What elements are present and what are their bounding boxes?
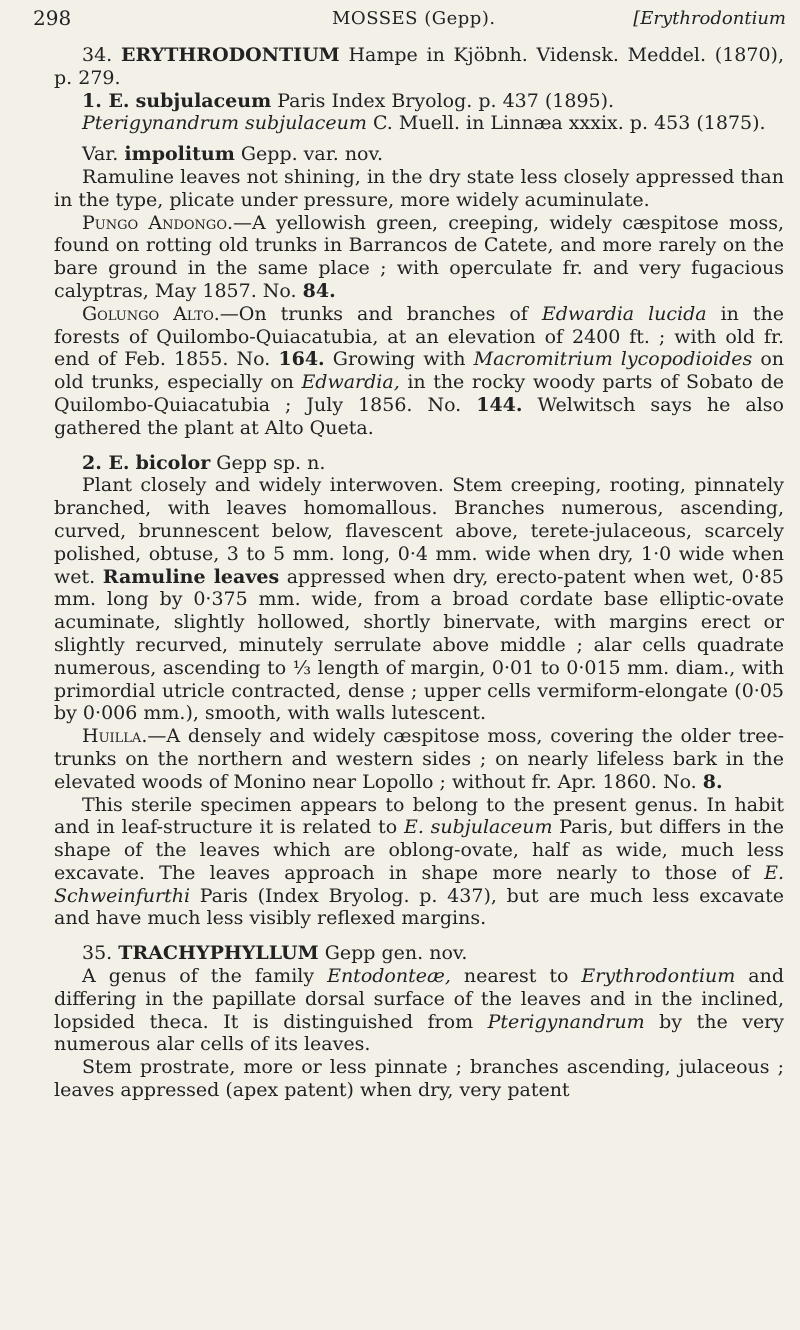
description-text: appressed when dry, erecto-patent when wet, 0·85 mm. long by 0·375 mm. wide, from a broad cordate base elliptic-ovate acuminate, slightly hollowed, shortly binervate, with margins erect or slightly recurved, minutely serrulate above middle ; alar cells quadrate numerous, ascending to ⅓ length of margin, 0·01 to 0·015 mm. diam., with primordial utricle contracted, dense ; upper cells vermiform-elongate (0·05 by 0·006 mm.), smooth, with walls lutescent.: [54, 565, 784, 725]
specimen-number: 84.: [302, 279, 336, 302]
genus-name: TRACHYPHYLLUM: [118, 942, 319, 965]
taxon-name: Edwardia,: [301, 371, 400, 394]
genus-text: nearest to: [463, 965, 569, 988]
taxon-name: Erythrodontium: [581, 965, 736, 988]
species-number: 2. E.: [82, 451, 130, 474]
page-number: 298: [33, 6, 72, 30]
note-text: This sterile specimen appears to belong to the present genus. In habit and in leaf-structure it is related to: [54, 793, 784, 839]
note-text: Paris (Index Bryolog. p. 437), but are much less excavate and have much less visibly reflexed margins.: [54, 884, 784, 930]
taxon-name: E. subjulaceum: [403, 816, 553, 839]
locality-text: in the rocky woody parts of Sobato de Quilombo-Quiacatubia ; July 1856. No.: [54, 371, 784, 416]
genus-text: by the very numerous alar cells of its leaves.: [54, 1010, 784, 1056]
species-heading-subjulaceum: [54, 90, 784, 113]
page-header: [0, 6, 800, 40]
genus-number: 34.: [82, 44, 113, 66]
variety-heading: [54, 143, 784, 166]
taxon-name: Pterigynandrum: [487, 1010, 645, 1033]
locality-pungo-andongo: [54, 212, 784, 303]
locality-text: Welwitsch says he also gathered the plant at Alto Queta.: [54, 393, 784, 439]
locality-text: Growing with: [332, 348, 466, 371]
locality-text: on old trunks, especially on: [54, 348, 785, 394]
genus-citation: Hampe in Kjöbnh. Vidensk. Meddel. (1870), p. 279.: [54, 44, 784, 89]
synonym-citation: C. Muell. in Linnæa xxxix. p. 453 (1875).: [372, 112, 766, 135]
locality-text: —A densely and widely cæspitose moss, covering the older tree-trunks on the northern and western sides ; on nearly lifeless bark in the elevated woods of Monino near Lopollo ; without fr. Apr. 1860. No.: [54, 725, 784, 793]
variety-name: impolitum: [124, 143, 235, 166]
taxon-name: Macromitrium lycopodioides: [473, 348, 753, 371]
specimen-number: 8.: [702, 770, 723, 793]
locality-text: —A yellowish green, creeping, widely cæspitose moss, found on rotting old trunks in Barrancos de Catete, and more rarely on the bare ground in the same place ; with operculate fr. and very fugacious calyptras, May 1857. No.: [54, 211, 784, 302]
genus-text: and differing in the papillate dorsal surface of the leaves and in the inclined, lopsided theca. It is distinguished from: [54, 965, 785, 1033]
taxon-name: Edwardia lucida: [541, 302, 707, 325]
species-description: [54, 474, 784, 725]
synonym-name: Pterigynandrum subjulaceum: [82, 112, 367, 135]
genus-text: A genus of the family: [82, 965, 315, 988]
locality-name: Golungo Alto.: [82, 302, 220, 325]
genus-name: ERYTHRODONTIUM: [120, 44, 340, 66]
description-text: Plant closely and widely interwoven. Stem creeping, rooting, pinnately branched, with leaves homomallous. Branches numerous, ascending, curved, brunnescent below, flavescent above, terete-julaceous, scarcely polished, obtuse, 3 to 5 mm. long, 0·4 mm. wide when dry, 1·0 wide when wet.: [54, 474, 784, 588]
species-name: bicolor: [135, 451, 211, 474]
species-number: 1. E.: [82, 89, 130, 112]
genus-number: 35.: [82, 942, 113, 965]
locality-name: Huilla.: [82, 725, 148, 748]
variety-prefix: Var.: [82, 143, 119, 166]
locality-text: —On trunks and branches of: [219, 302, 528, 325]
synonym: [54, 112, 784, 135]
locality-huilla: [54, 725, 784, 793]
text-column: [54, 44, 784, 1102]
genus-heading-trachyphyllum: [54, 942, 784, 965]
species-citation: Paris Index Bryolog. p. 437 (1895).: [277, 89, 615, 112]
species-author: Gepp sp. n.: [216, 451, 326, 474]
genus-heading-erythrodontium: [54, 44, 784, 90]
genus-author: Gepp gen. nov.: [324, 942, 468, 965]
taxon-name: Entodonteæ,: [327, 965, 451, 988]
variety-author: Gepp. var. nov.: [240, 143, 384, 166]
locality-text: in the forests of Quilombo-Quiacatubia, at an elevation of 2400 ft. ; with old fr. end of Feb. 1855. No.: [54, 302, 784, 371]
species-name: subjulaceum: [135, 89, 272, 112]
genus-description: [54, 965, 784, 1056]
taxonomic-note: [54, 794, 784, 931]
stem-description: Stem prostrate, more or less pinnate ; branches ascending, julaceous ; leaves appressed (apex patent) when dry, very patent: [54, 1056, 784, 1102]
locality-name: Pungo Andongo.: [82, 211, 234, 234]
specimen-number: 144.: [476, 393, 523, 416]
specimen-number: 164.: [278, 348, 325, 371]
taxon-name: E. Schweinfurthi: [54, 861, 784, 907]
variety-description: Ramuline leaves not shining, in the dry state less closely appressed than in the type, plicate under pressure, more widely acuminulate.: [54, 165, 784, 211]
note-text: Paris, but differs in the shape of the leaves which are oblong-ovate, half as wide, much less excavate. The leaves approach in shape more nearly to those of: [54, 816, 784, 884]
running-title: [Erythrodontium: [633, 8, 786, 29]
locality-golungo-alto: [54, 303, 784, 440]
species-heading-bicolor: [54, 452, 784, 475]
ramuline-leaves-label: Ramuline leaves: [102, 565, 280, 588]
running-head: MOSSES (Gepp).: [332, 8, 496, 29]
